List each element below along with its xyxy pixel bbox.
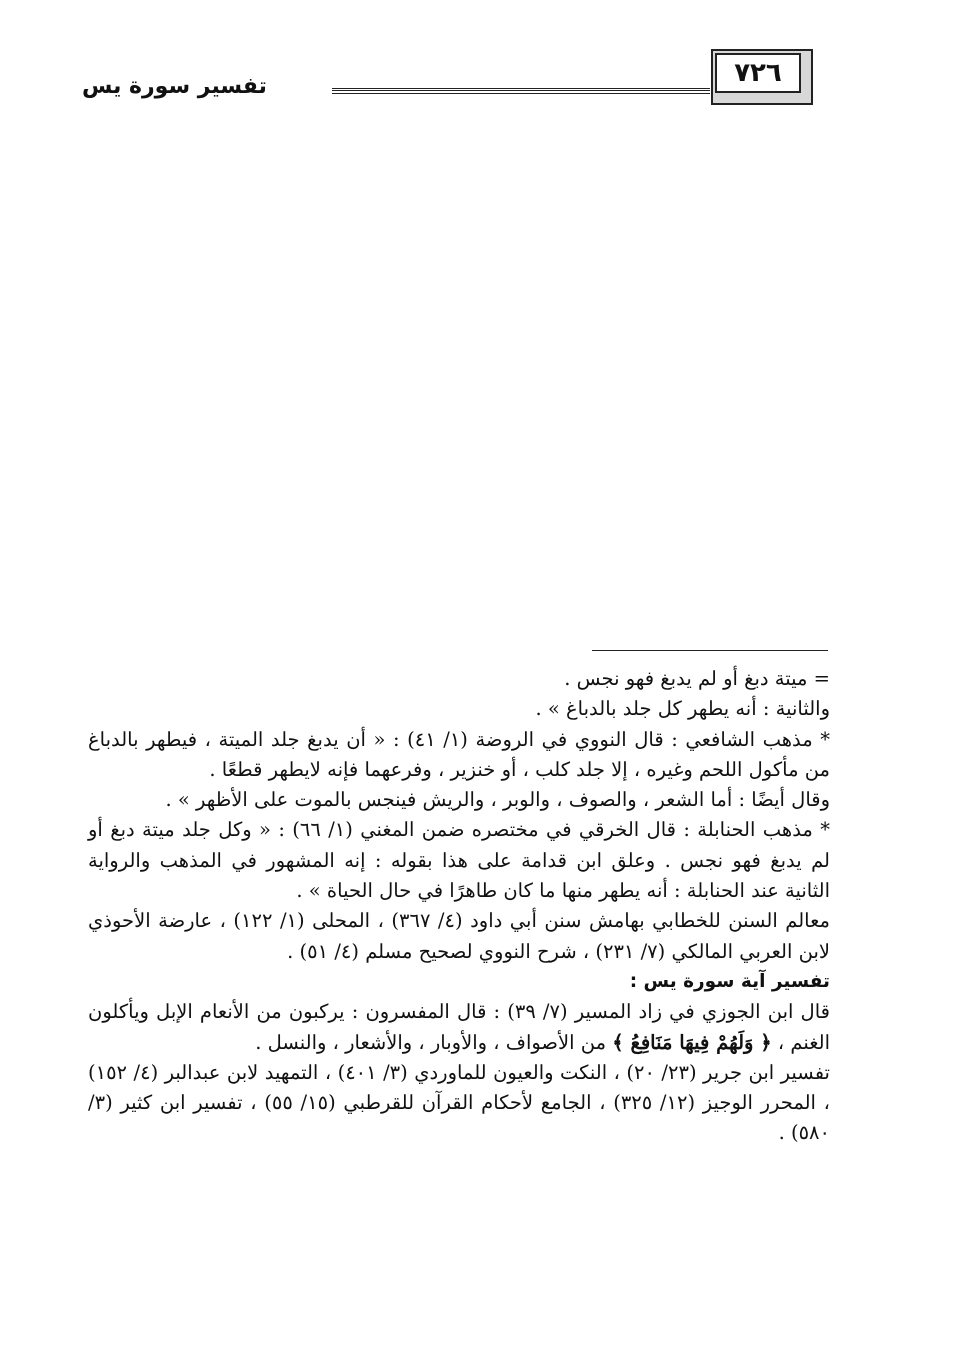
footnote-text: قال ابن الجوزي في زاد المسير (٧/ ٣٩) : قال المفسرون : يركبون من الأنعام الإبل ويأكلون الغنم ، [88, 1000, 830, 1054]
footnote-paragraph: والثانية : أنه يطهر كل جلد بالدباغ » . [535, 697, 830, 721]
footnote-paragraph [88, 997, 830, 1058]
footnote-paragraph: * مذهب الحنابلة : قال الخرقي في مختصره ضمن المغني (١/ ٦٦) : « وكل جلد ميتة دبغ أو لم يدبغ فهو نجس . وعلق ابن قدامة على هذا بقوله : إنه المشهور في المذهب والرواية الثانية عند الحنابلة : أنه يطهر منها ما كان طاهرًا في حال الحياة » . [88, 818, 830, 903]
quran-verse: ﴿ وَلَهُمْ فِيهَا مَنَافِعُ ﴾ [612, 1030, 772, 1054]
footnotes-section [88, 664, 830, 1149]
page-number-box [711, 49, 813, 105]
page-number: ٧٢٦ [715, 53, 801, 93]
footnote-separator [592, 650, 828, 651]
footnote-paragraph: * مذهب الشافعي : قال النووي في الروضة (١/ ٤١) : « أن يدبغ جلد الميتة ، فيطهر بالدباغ من مأكول اللحم وغيره ، إلا جلد كلب ، أو خنزير ، وفرعهما فإنه لايطهر قطعًا . [88, 727, 831, 781]
footnote-paragraph: = ميتة دبغ أو لم يدبغ فهو نجس . [564, 667, 830, 690]
header-rule [332, 88, 710, 94]
footnote-text: من الأصواف ، والأوبار ، والأشعار ، والنسل . [255, 1030, 607, 1054]
footnote-paragraph: معالم السنن للخطابي بهامش سنن أبي داود (٤/ ٣٦٧) ، المحلى (١/ ١٢٢) ، عارضة الأحوذي لابن العربي المالكي (٧/ ٢٣١) ، شرح النووي لصحيح مسلم (٤/ ٥١) . [88, 909, 830, 963]
footnote-paragraph: وقال أيضًا : أما الشعر ، والصوف ، والوبر ، والريش فينجس بالموت على الأظهر » . [165, 788, 830, 812]
section-heading: تفسير آية سورة يس : [629, 970, 830, 992]
running-title: تفسير سورة يس [82, 74, 267, 99]
footnote-paragraph: تفسير ابن جرير (٢٣/ ٢٠) ، النكت والعيون للماوردي (٣/ ٤٠١) ، التمهيد لابن عبدالبر (٤/ ١٥٢) ، المحرر الوجيز (١٢/ ٣٢٥) ، الجامع لأحكام القرآن للقرطبي (١٥/ ٥٥) ، تفسير ابن كثير (٣/ ٥٨٠) . [88, 1060, 830, 1145]
